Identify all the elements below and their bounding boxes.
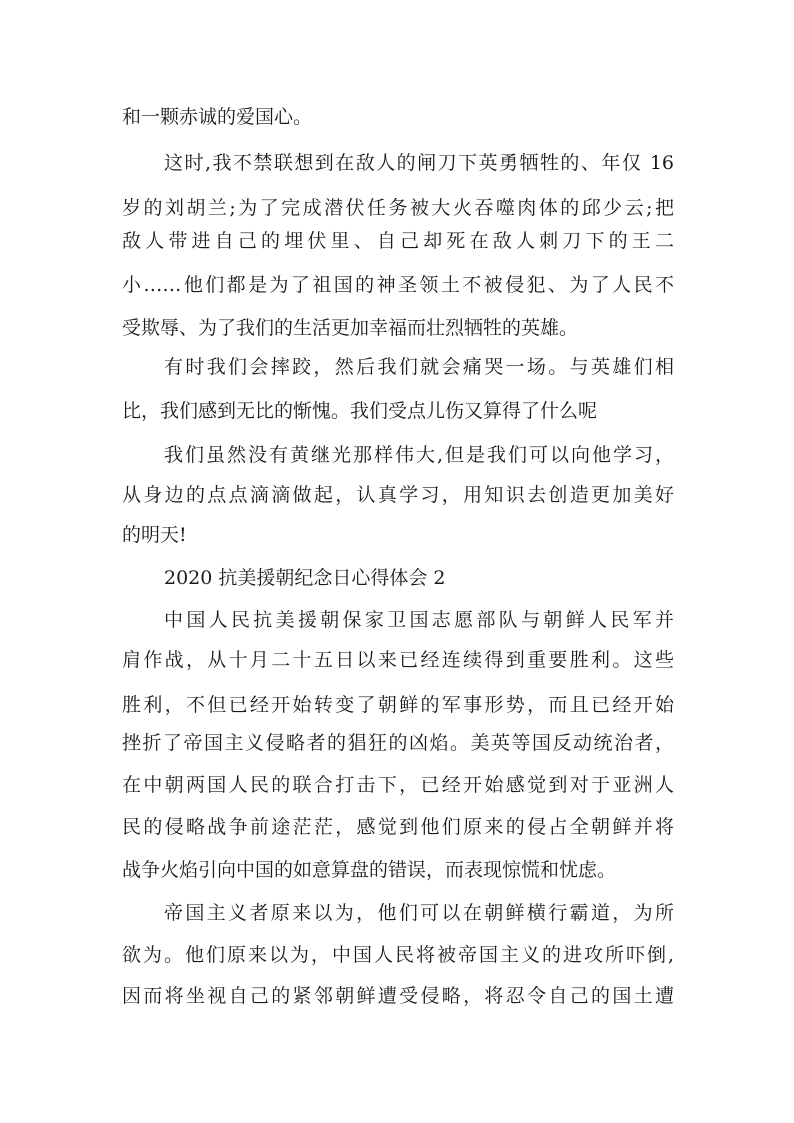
section-heading: 2020 抗美援朝纪念日心得体会 2 [164,567,446,589]
text-line: 胜利，不但已经开始转变了朝鲜的军事形势，而且已经开始 [122,694,674,716]
text-line: 小……他们都是为了祖国的神圣领土不被侵犯、为了人民不 [122,274,674,296]
text-line: 和一颗赤诚的爱国心。 [122,106,313,128]
text-line: 受欺辱、为了我们的生活更加幸福而壮烈牺牲的英雄。 [122,317,579,339]
text-line: 这时,我不禁联想到在敌人的闸刀下英勇牺牲的、年仅 16 [164,152,674,174]
text-line: 比，我们感到无比的惭愧。我们受点儿伤又算得了什么呢 [122,400,598,422]
text-line: 有时我们会摔跤，然后我们就会痛哭一场。与英雄们相 [164,356,674,378]
text-line: 从身边的点点滴滴做起，认真学习，用知识去创造更加美好 [122,484,674,506]
text-line: 在中朝两国人民的联合打击下，已经开始感觉到对于亚洲人 [122,774,674,796]
text-line: 岁的刘胡兰;为了完成潜伏任务被大火吞噬肉体的邱少云;把 [122,197,674,219]
text-line: 战争火焰引向中国的如意算盘的错误，而表现惊慌和忧虑。 [122,859,617,881]
text-line: 中国人民抗美援朝保家卫国志愿部队与朝鲜人民军并 [164,609,674,631]
text-line: 敌人带进自己的埋伏里、自己却死在敌人刺刀下的王二 [122,230,674,252]
text-line: 民的侵略战争前途茫茫，感觉到他们原来的侵占全朝鲜并将 [122,816,674,838]
text-line: 肩作战，从十月二十五日以来已经连续得到重要胜利。这些 [122,649,674,671]
text-line: 因而将坐视自己的紧邻朝鲜遭受侵略，将忍令自己的国土遭 [122,985,674,1007]
text-line: 欲为。他们原来以为，中国人民将被帝国主义的进攻所吓倒, [122,944,674,966]
text-line: 帝国主义者原来以为，他们可以在朝鲜横行霸道，为所 [164,902,674,924]
text-line: 的明天! [122,524,187,546]
text-line: 我们虽然没有黄继光那样伟大,但是我们可以向他学习， [164,444,674,466]
text-line: 挫折了帝国主义侵略者的猖狂的凶焰。美英等国反动统治者， [122,732,674,754]
